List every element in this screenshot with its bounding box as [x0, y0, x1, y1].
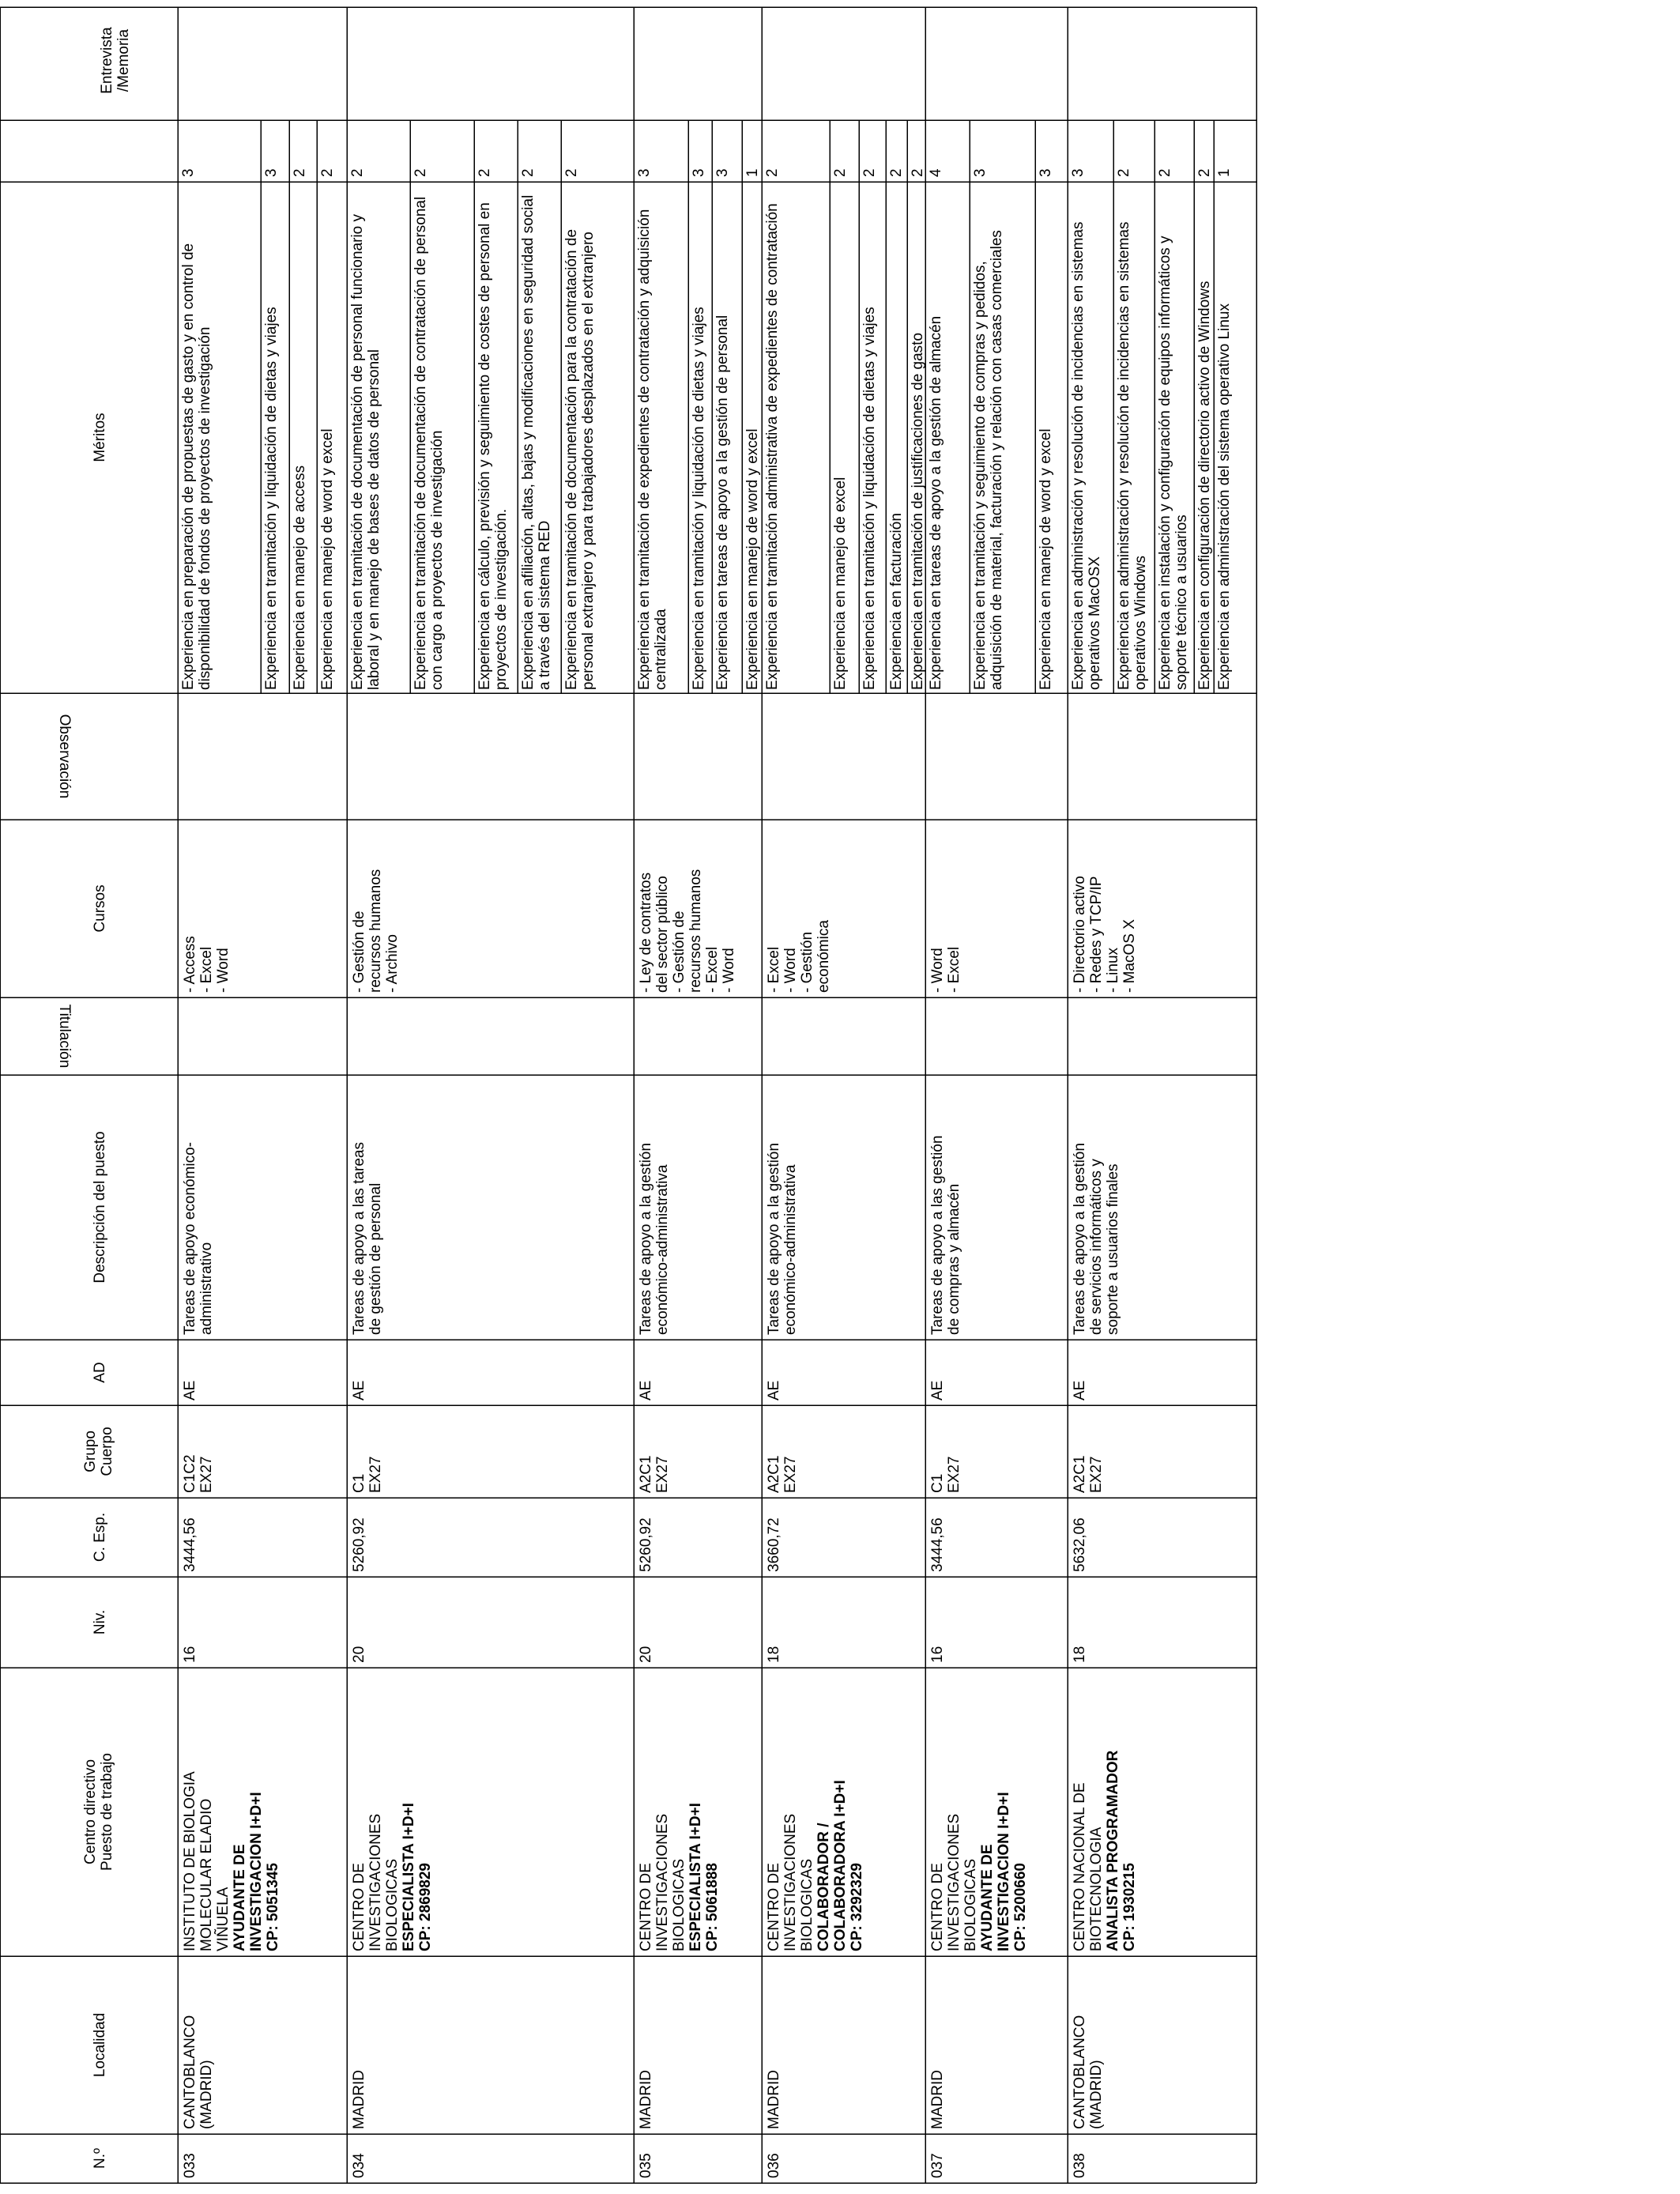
merit-points: 2: [764, 168, 781, 177]
puesto-trabajo: ESPECIALISTA I+D+I: [687, 1803, 704, 1951]
merit-text: Experiencia en manejo de word y excel: [1038, 428, 1054, 690]
merit-text: Experiencia en administración y resolución de incidencias en sistemas operativos MacOSX: [1070, 221, 1103, 690]
merit-text: Experiencia en configuración de directorio activo de Windows: [1196, 281, 1213, 690]
merit-text: Experiencia en tramitación de expedientes de contratación y adquisición centralizada: [636, 209, 669, 690]
puesto-trabajo: ESPECIALISTA I+D+I: [401, 1803, 417, 1951]
cell-desc: Tareas de apoyo a la gestión económico-administrativa: [638, 1143, 671, 1335]
header-desc: Descripción del puesto: [92, 1131, 108, 1284]
cell-localidad: CANTOBLANCO (MADRID): [182, 2015, 215, 2129]
cell-niv: 20: [351, 1646, 367, 1663]
merit-text: Experiencia en cálculo, previsión y seguimiento de costes de personal en proyectos de investigación.: [477, 202, 510, 690]
centro-directivo: INSTITUTO DE BIOLOGIA MOLECULAR ELADIO VIÑUELA: [182, 1771, 232, 1951]
merit-points: 4: [928, 168, 944, 177]
cell-centro-puesto: [929, 1669, 1029, 1951]
merit-points: 2: [1116, 168, 1132, 177]
cell-grupo: C1 EX27: [929, 1456, 962, 1493]
cell-num: 035: [638, 2153, 654, 2178]
cell-localidad: MADRID: [766, 2070, 782, 2129]
cell-cesp: 3660,72: [766, 1517, 782, 1572]
cell-cursos: - Gestión de recursos humanos - Archivo: [351, 869, 401, 993]
merit-points: 3: [972, 168, 989, 177]
merit-points: 2: [1196, 168, 1213, 177]
cell-cursos: - Excel - Word - Gestión económica: [766, 920, 832, 993]
merit-text: Experiencia en tramitación y seguimiento de compras y pedidos, adquisición de material, facturación y relación con casas comerciales: [972, 230, 1005, 690]
cell-ad: AE: [638, 1380, 654, 1400]
merit-text: Experiencia en tramitación y liquidación de dietas y viajes: [861, 307, 878, 690]
cell-niv: 18: [766, 1646, 782, 1663]
cell-ad: AE: [1072, 1380, 1088, 1400]
centro-directivo: CENTRO NACIONAL DE BIOTECNOLOGIA: [1072, 1782, 1105, 1951]
merit-text: Experiencia en tramitación de justificaciones de gasto: [910, 332, 926, 690]
merit-text: Experiencia en tramitación de documentación de personal funcionario y laboral y en manejo de bases de datos de personal: [349, 213, 382, 690]
cell-cursos: - Word - Excel: [929, 946, 962, 993]
header-cursos: Cursos: [92, 884, 108, 933]
merit-text: Experiencia en administración y resolución de incidencias en sistemas operativos Windows: [1116, 221, 1149, 690]
merit-points: 2: [910, 168, 926, 177]
merit-text: Experiencia en tramitación y liquidación de dietas y viajes: [691, 307, 707, 690]
merit-points: 3: [180, 168, 197, 177]
header-ad: AD: [92, 1362, 108, 1383]
cell-cesp: 5260,92: [638, 1517, 654, 1572]
merit-text: Experiencia en afiliación, altas, bajas y modificaciones en seguridad social a través del sistema RED: [520, 194, 553, 690]
merit-text: Experiencia en tareas de apoyo a la gestión de almacén: [928, 315, 944, 690]
header-niv: Niv.: [92, 1609, 108, 1635]
cell-cursos: - Access - Excel - Word: [182, 936, 232, 993]
codigo-puesto: CP: 2869829: [417, 1863, 434, 1951]
puesto-trabajo: AYUDANTE DE INVESTIGACION I+D+I: [979, 1792, 1012, 1951]
merit-points: 3: [1038, 168, 1054, 177]
centro-directivo: CENTRO DE INVESTIGACIONES BIOLOGICAS: [929, 1813, 979, 1951]
merit-points: 3: [636, 168, 653, 177]
cell-desc: Tareas de apoyo a la gestión económico-administrativa: [766, 1143, 799, 1335]
merit-points: 2: [861, 168, 878, 177]
merit-points: 1: [1216, 168, 1233, 177]
cell-niv: 16: [929, 1646, 946, 1663]
header-grupo: Grupo Cuerpo: [82, 1427, 115, 1476]
cell-num: 037: [929, 2153, 946, 2178]
cell-cesp: 3444,56: [929, 1517, 946, 1572]
cell-grupo: A2C1 EX27: [638, 1455, 671, 1493]
header-entrevista: Entrevista /Memoria: [99, 27, 132, 94]
centro-directivo: CENTRO DE INVESTIGACIONES BIOLOGICAS: [638, 1813, 687, 1951]
puesto-trabajo: ANALISTA PROGRAMADOR: [1105, 1750, 1121, 1951]
header-num: N.º: [92, 2148, 108, 2169]
merit-points: 2: [1157, 168, 1173, 177]
header-centro: Centro directivo Puesto de trabajo: [82, 1753, 115, 1871]
merit-points: 2: [319, 168, 336, 177]
cell-centro-puesto: [182, 1669, 281, 1951]
cell-desc: Tareas de apoyo a las gestión de compras y almacén: [929, 1135, 962, 1335]
centro-directivo: CENTRO DE INVESTIGACIONES BIOLOGICAS: [351, 1813, 401, 1951]
cell-localidad: CANTOBLANCO (MADRID): [1072, 2015, 1105, 2129]
codigo-puesto: CP: 5200660: [1012, 1863, 1029, 1951]
merit-text: Experiencia en preparación de propuestas de gasto y en control de disponibilidad de fondos de proyectos de investigación: [180, 243, 213, 690]
merit-text: Experiencia en tramitación administrativa de expedientes de contratación: [764, 203, 781, 690]
merit-text: Experiencia en tramitación y liquidación de dietas y viajes: [263, 307, 280, 690]
cell-cesp: 5260,92: [351, 1517, 367, 1572]
header-meritos: Méritos: [92, 413, 108, 462]
merit-points: 2: [520, 168, 537, 177]
merit-points: 2: [563, 168, 580, 177]
cell-ad: AE: [182, 1380, 198, 1400]
cell-centro-puesto: [1072, 1669, 1138, 1951]
cell-centro-puesto: [638, 1669, 721, 1951]
merit-text: Experiencia en instalación y configuración de equipos informáticos y soporte técnico a usuarios: [1157, 236, 1190, 690]
cell-num: 036: [766, 2153, 782, 2178]
merit-points: 2: [349, 168, 366, 177]
cell-grupo: C1C2 EX27: [182, 1454, 215, 1493]
cell-localidad: MADRID: [929, 2070, 946, 2129]
codigo-puesto: CP: 1930215: [1121, 1863, 1138, 1951]
merit-points: 2: [292, 168, 308, 177]
merit-text: Experiencia en manejo de word y excel: [744, 428, 761, 690]
cell-niv: 16: [182, 1646, 198, 1663]
puesto-trabajo: COLABORADOR / COLABORADORA I+D+I: [816, 1780, 849, 1951]
cell-num: 038: [1072, 2153, 1088, 2178]
merit-text: Experiencia en tramitación de documentación para la contratación de personal extranjero y para trabajadores desplazados en el extranjero: [563, 228, 597, 690]
cell-ad: AE: [766, 1380, 782, 1400]
cell-centro-puesto: [766, 1669, 865, 1951]
header-observacion: Observación: [56, 714, 73, 799]
cell-num: 033: [182, 2153, 198, 2178]
cell-cursos: - Ley de contratos del sector público - Gestión de recursos humanos - Excel - Word: [638, 869, 737, 993]
cell-ad: AE: [351, 1380, 367, 1400]
cell-cursos: - Directorio activo - Redes y TCP/IP - Linux - MacOS X: [1072, 876, 1138, 993]
merit-text: Experiencia en manejo de excel: [832, 477, 849, 690]
cell-grupo: A2C1 EX27: [1072, 1455, 1105, 1493]
cell-niv: 18: [1072, 1646, 1088, 1663]
merit-points: 2: [832, 168, 849, 177]
cell-desc: Tareas de apoyo a la gestión de servicios informáticos y soporte a usuarios finales: [1072, 1143, 1121, 1335]
cell-centro-puesto: [351, 1669, 434, 1951]
cell-grupo: C1 EX27: [351, 1456, 384, 1493]
merit-points: 2: [412, 168, 429, 177]
merit-points: 2: [477, 168, 493, 177]
merit-text: Experiencia en facturación: [888, 513, 905, 690]
header-titulacion: Titulación: [56, 1004, 73, 1069]
cell-grupo: A2C1 EX27: [766, 1455, 799, 1493]
merit-points: 3: [691, 168, 707, 177]
puesto-trabajo: AYUDANTE DE INVESTIGACION I+D+I: [232, 1792, 265, 1951]
header-localidad: Localidad: [92, 2012, 108, 2078]
cell-num: 034: [351, 2153, 367, 2178]
centro-directivo: CENTRO DE INVESTIGACIONES BIOLOGICAS: [766, 1813, 816, 1951]
merit-points: 3: [263, 168, 280, 177]
merit-text: Experiencia en administración del sistema operativo Linux: [1216, 303, 1233, 690]
codigo-puesto: CP: 5051345: [265, 1863, 281, 1951]
merit-points: 3: [1070, 168, 1087, 177]
codigo-puesto: CP: 5061888: [704, 1863, 721, 1951]
cell-cesp: 5632,06: [1072, 1517, 1088, 1572]
cell-niv: 20: [638, 1646, 654, 1663]
cell-cesp: 3444,56: [182, 1517, 198, 1572]
merit-points: 1: [744, 168, 761, 177]
merit-text: Experiencia en manejo de word y excel: [319, 428, 336, 690]
cell-localidad: MADRID: [638, 2070, 654, 2129]
merit-text: Experiencia en tramitación de documentación de contratación de personal con cargo a proyectos de investigación: [412, 196, 446, 690]
header-cesp: C. Esp.: [92, 1512, 108, 1563]
merit-text: Experiencia en tareas de apoyo a la gestión de personal: [714, 315, 731, 690]
cell-ad: AE: [929, 1380, 946, 1400]
codigo-puesto: CP: 3292329: [849, 1863, 865, 1951]
merit-text: Experiencia en manejo de access: [292, 465, 308, 690]
cell-localidad: MADRID: [351, 2070, 367, 2129]
cell-desc: Tareas de apoyo a las tareas de gestión de personal: [351, 1142, 384, 1335]
cell-desc: Tareas de apoyo económico- administrativo: [182, 1142, 215, 1335]
merit-points: 3: [714, 168, 731, 177]
merit-points: 2: [888, 168, 905, 177]
